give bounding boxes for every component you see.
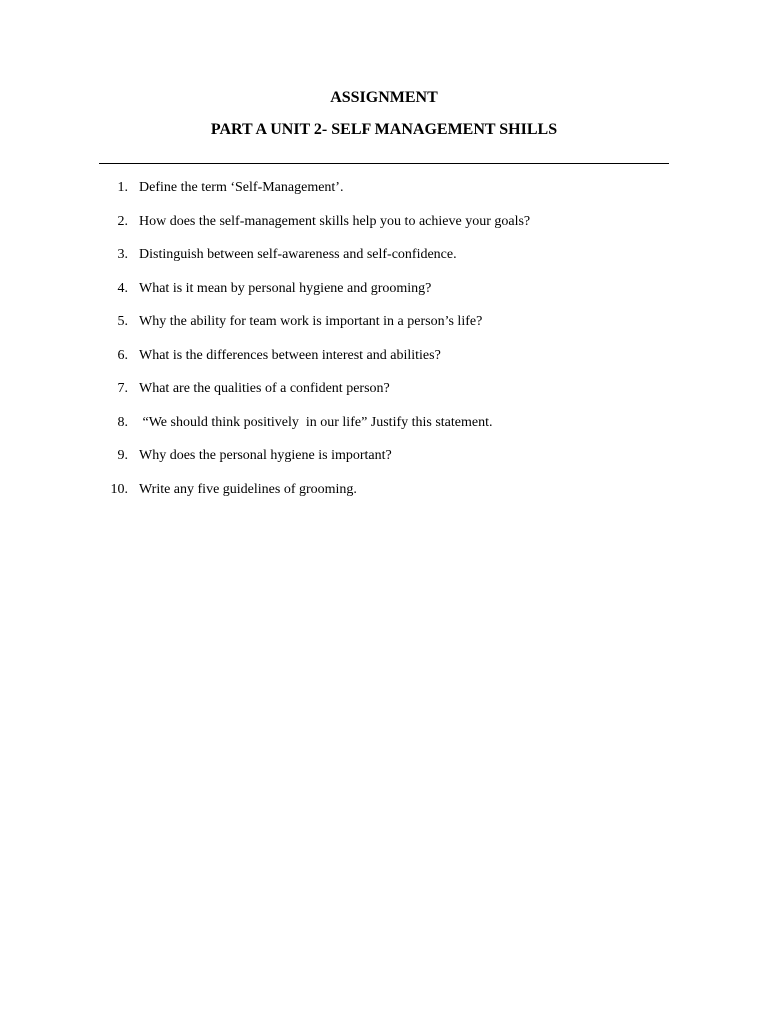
question-number: 3. — [117, 247, 128, 262]
question-number: 4. — [117, 280, 128, 296]
question-item-3 — [0, 246, 768, 280]
question-number: 10. — [110, 481, 128, 497]
question-item-9 — [0, 447, 768, 481]
question-item-5 — [0, 313, 768, 347]
question-number: 2. — [117, 213, 128, 229]
question-item-2 — [0, 213, 768, 247]
question-number: 6. — [117, 347, 128, 363]
question-text: Define the term ‘Self-Management’. — [139, 180, 344, 195]
question-item-1 — [0, 179, 768, 213]
question-text: Why does the personal hygiene is important? — [139, 448, 392, 463]
question-text: What are the qualities of a confident person? — [139, 381, 390, 396]
question-item-4 — [0, 280, 768, 314]
question-text: “We should think positively in our life” Justify this statement. — [139, 414, 493, 430]
question-item-10 — [0, 481, 768, 515]
question-item-7 — [0, 380, 768, 414]
question-text: Write any five guidelines of grooming. — [139, 481, 357, 497]
question-number: 5. — [117, 314, 128, 329]
question-number: 1. — [117, 180, 128, 195]
question-text: Distinguish between self-awareness and self-confidence. — [139, 247, 457, 262]
question-number: 9. — [117, 448, 128, 463]
question-text: How does the self-management skills help you to achieve your goals? — [139, 213, 531, 229]
document-heading: ASSIGNMENT — [330, 89, 438, 106]
question-list — [0, 179, 768, 514]
document-subheading: PART A UNIT 2- SELF MANAGEMENT SHILLS — [210, 121, 558, 138]
horizontal-divider — [99, 163, 669, 164]
question-text: What is the differences between interest and abilities? — [139, 347, 441, 363]
question-text: Why the ability for team work is important in a person’s life? — [139, 314, 483, 329]
question-item-6 — [0, 347, 768, 381]
question-text: What is it mean by personal hygiene and grooming? — [139, 280, 432, 296]
question-item-8 — [0, 414, 768, 448]
question-number: 7. — [117, 381, 128, 396]
question-number: 8. — [117, 414, 128, 430]
